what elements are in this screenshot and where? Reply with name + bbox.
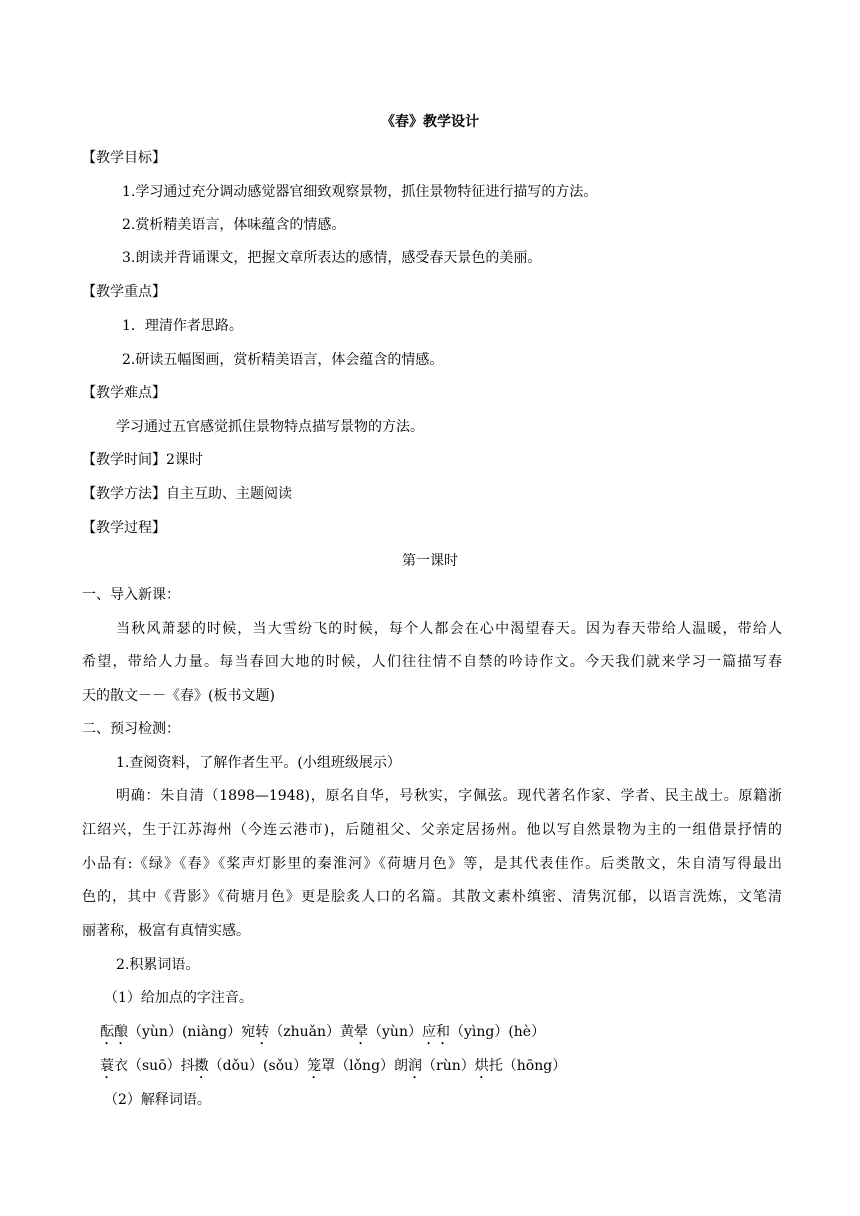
method-value: 自主互助、主题阅读 [166, 486, 292, 502]
key-points-heading: 【教学重点】 [82, 284, 166, 300]
pinyin-text: （yùn）(niàng） [128, 1024, 242, 1040]
method-heading: 【教学方法】 [82, 486, 166, 502]
clarify-line: 小品有:《绿》《春》《桨声灯影里的秦淮河》《荷塘月色》等，是其代表佳作。后类散文，朱自清写得最出 [82, 856, 782, 872]
dotted-chars: 烘 [474, 1058, 489, 1074]
key-point-item: 1．理清作者思路。 [122, 318, 243, 334]
objectives-heading: 【教学目标】 [82, 150, 166, 166]
pinyin-text: 托（hōng） [488, 1058, 567, 1074]
preview-item: 1.查阅资料，了解作者生平。(小组班级展示） [116, 755, 401, 771]
pinyin-text: （yìng）(hè） [449, 1024, 546, 1040]
key-point-item: 2.研读五幅图画，赏析精美语言，体会蕴含的情感。 [122, 352, 444, 368]
lesson-title: 第一课时 [402, 553, 458, 569]
pinyin-text: 抖 [180, 1058, 195, 1074]
difficulty-text: 学习通过五官感觉抓住景物特点描写景物的方法。 [116, 419, 424, 435]
dotted-chars: 润 [408, 1058, 423, 1074]
pinyin-text: 罩（lǒng） [321, 1058, 395, 1074]
preview-item: 2.积累词语。 [116, 957, 200, 973]
pinyin-text: （yùn） [368, 1024, 422, 1040]
objective-item: 1.学习通过充分调动感觉器官细致观察景物，抓住景物特征进行描写的方法。 [122, 184, 598, 200]
dotted-chars: 转 [255, 1024, 270, 1040]
difficulty-heading: 【教学难点】 [82, 385, 166, 401]
intro-line: 天的散文－－《春》(板书文题) [82, 688, 275, 704]
sub-question: （1）给加点的字注音。 [104, 990, 253, 1006]
pinyin-text: （zhuǎn） [269, 1024, 341, 1040]
pinyin-text: 衣（suō） [114, 1058, 181, 1074]
dotted-chars: 蓑 [100, 1058, 114, 1074]
pinyin-text: 朗 [394, 1058, 409, 1074]
intro-line: 当秋风萧瑟的时候，当大雪纷飞的时候，每个人都会在心中渴望春天。因为春天带给人温暖，带给人 [116, 621, 782, 637]
objective-item: 2.赏析精美语言，体味蕴含的情感。 [122, 217, 346, 233]
pinyin-text: （rùn） [422, 1058, 475, 1074]
intro-line: 希望，带给人力量。每当春回大地的时候，人们往往情不自禁的吟诗作文。今天我们就来学习一篇描写春 [82, 654, 782, 670]
dotted-chars: 擞 [194, 1058, 209, 1074]
clarify-line: 明确：朱自清（1898—1948)，原名自华，号秋实，字佩弦。现代著名作家、学者、民主战士。原籍浙 [116, 788, 782, 804]
pinyin-text: 黄 [340, 1024, 355, 1040]
method-line [82, 484, 292, 504]
dotted-chars: 晕 [354, 1024, 369, 1040]
pinyin-row [100, 1022, 545, 1048]
intro-heading: 一、导入新课： [82, 587, 180, 603]
objective-item: 3.朗读并背诵课文，把握文章所表达的感情，感受春天景色的美丽。 [122, 250, 542, 266]
preview-heading: 二、预习检测： [82, 721, 180, 737]
document-title: 《春》教学设计 [381, 114, 479, 130]
time-heading: 【教学时间】 [82, 452, 166, 468]
pinyin-row [100, 1056, 566, 1082]
dotted-chars: 笼 [307, 1058, 322, 1074]
clarify-line: 丽著称，极富有真情实感。 [82, 923, 250, 939]
time-line [82, 450, 203, 470]
pinyin-text: 宛 [241, 1024, 256, 1040]
sub-question: （2）解释词语。 [104, 1092, 211, 1108]
clarify-line: 色的，其中《背影》《荷塘月色》更是脍炙人口的名篇。其散文素朴缜密、清隽沉郁，以语言洗炼，文笔清 [82, 889, 782, 905]
process-heading: 【教学过程】 [82, 520, 166, 536]
clarify-line: 江绍兴，生于江苏海州（今连云港市)，后随祖父、父亲定居扬州。他以写自然景物为主的一组借景抒情的 [82, 822, 782, 838]
dotted-chars: 酝酿 [100, 1024, 128, 1040]
dotted-chars: 应和 [421, 1024, 450, 1040]
pinyin-text: （dǒu）(sǒu） [208, 1058, 308, 1074]
time-value: 2课时 [166, 452, 203, 468]
